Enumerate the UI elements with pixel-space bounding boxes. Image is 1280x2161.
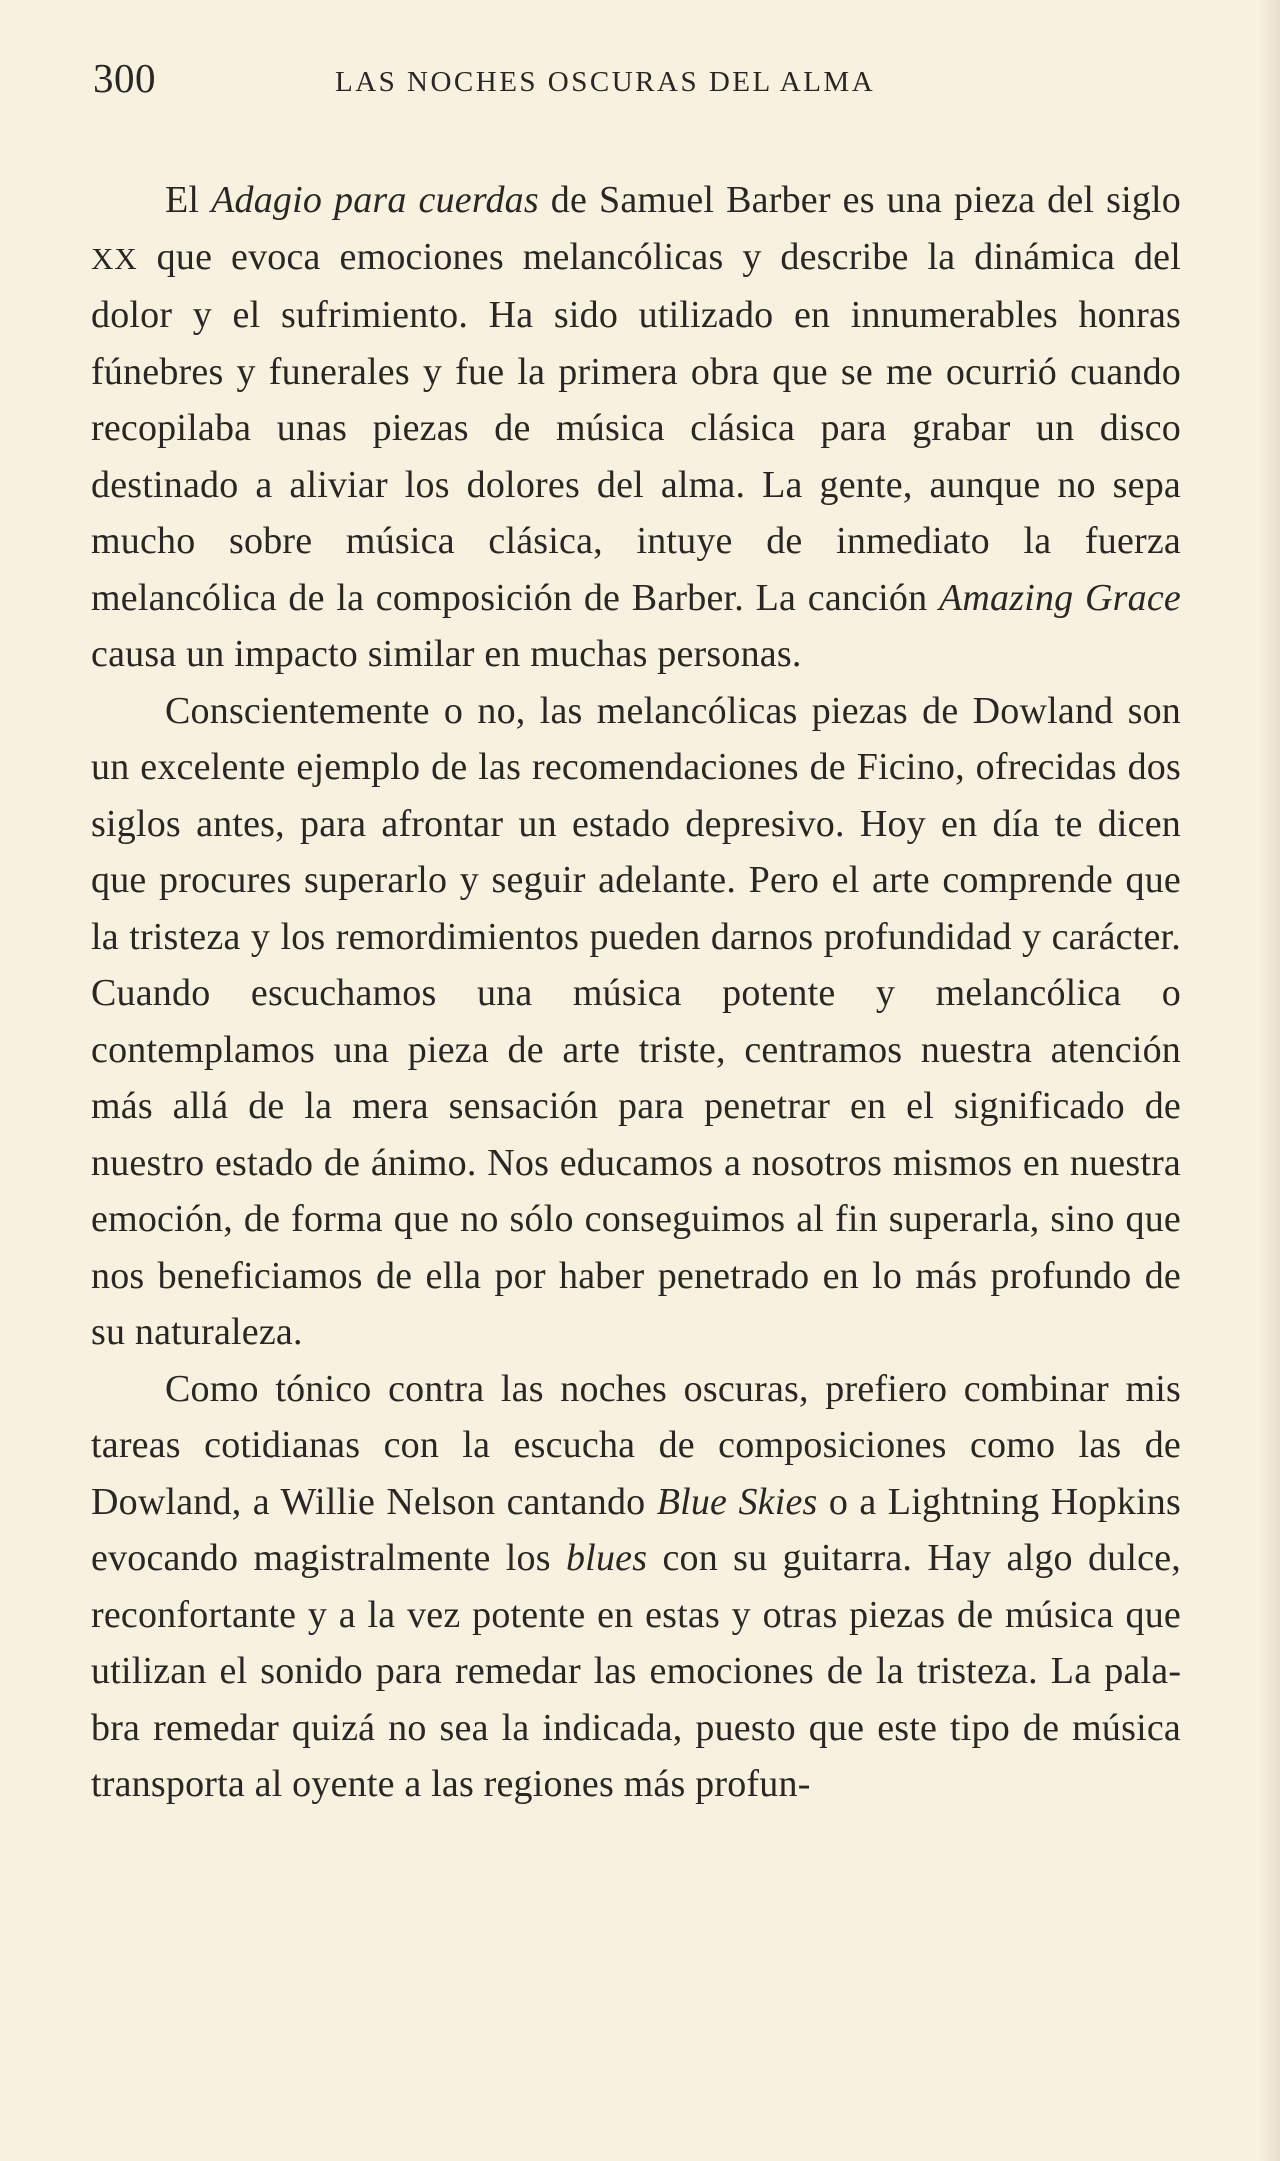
page-edge-shadow (1258, 0, 1280, 2161)
running-title: LAS NOCHES OSCURAS DEL ALMA (335, 66, 876, 98)
page-number: 300 (93, 55, 156, 101)
song-title-amazing-grace: Amazing Grace (938, 576, 1181, 619)
century-numeral: XX (91, 240, 138, 276)
genre-blues: blues (565, 1537, 648, 1579)
body-text (91, 172, 1181, 1813)
paragraph-3: Como tónico contra las noches oscuras, prefiero combinar mis tareas cotidianas con la escucha de composiciones como las de Dowland, a Willie Nelson cantando Blue Skies o a Lightning Hopkins evocando magistralmente los blues con su guitarra. Hay algo dulce, reconfortante y a la vez potente en estas y otras piezas de música que utilizan el sonido para remedar las emociones de la tristeza. La palabra remedar quizá no sea la indicada, puesto que este tipo de música transporta al oyente a las regiones más profun- (91, 1367, 1181, 1805)
song-title-blue-skies: Blue Skies (656, 1480, 818, 1523)
paragraph-1: El Adagio para cuerdas de Samuel Barber es una pieza del siglo XX que evoca emociones melancólicas y describe la dinámica del dolor y el sufrimiento. Ha sido utilizado en innumerables honras fúnebres y funerales y fue la primera obra que se me ocurrió cuando recopilaba unas piezas de música clásica para grabar un disco destinado a aliviar los dolores del alma. La gente, aunque no sepa mucho sobre música clásica, intuye de inmediato la fuerza melancólica de la composición de Barber. La canción Amazing Grace causa un impacto similar en muchas personas. (91, 179, 1181, 675)
running-head (93, 54, 1183, 114)
paragraph-2: Conscientemente o no, las melancólicas piezas de Dowland son un excelente ejemplo de las recomendaciones de Ficino, ofrecidas dos siglos antes, para afrontar un estado depresivo. Hoy en día te dicen que procures superarlo y seguir adelante. Pero el arte comprende que la tristeza y los remordimientos pueden darnos profundidad y carácter. Cuando escuchamos una música potente y melancólica o contemplamos una pieza de arte triste, centramos nuestra atención más allá de la mera sensación para penetrar en el significado de nuestro estado de ánimo. Nos educamos a nosotros mismos en nuestra emoción, de forma que no sólo conseguimos al fin superarla, sino que nos beneficiamos de ella por haber penetrado en lo más profundo de su naturaleza. (91, 689, 1181, 1353)
work-title-adagio: Adagio para cuerdas (211, 179, 539, 221)
